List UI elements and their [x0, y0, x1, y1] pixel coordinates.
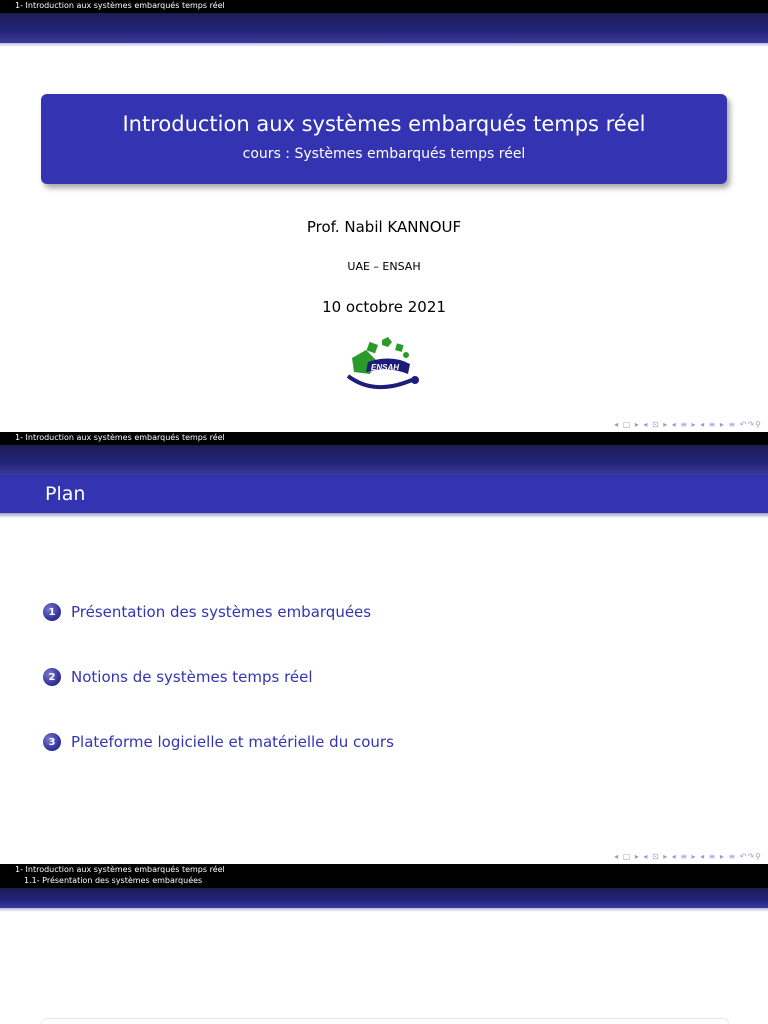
item-label[interactable]: Plateforme logicielle et matérielle du cours	[71, 733, 394, 751]
section-header: 1- Introduction aux systèmes embarqués temps réel	[15, 865, 225, 874]
ensah-logo	[344, 334, 426, 394]
beamer-navigation[interactable]: ◂ ▢ ▸ ◂ ⊡ ▸ ◂ ≡ ▸ ◂ ≡ ▸ ≡ ↶↷⚲	[614, 420, 762, 429]
slide-header	[0, 864, 768, 888]
logo-text: ENSAH	[371, 363, 400, 372]
institute: UAE – ENSAH	[347, 260, 421, 273]
presentation-subtitle: cours : Systèmes embarqués temps réel	[242, 146, 526, 162]
header-band	[0, 13, 768, 43]
plan-slide	[0, 432, 768, 864]
content-block	[41, 1018, 729, 1024]
item-number: 3	[43, 733, 61, 751]
header-shadow	[0, 43, 768, 47]
presentation-title: Introduction aux systèmes embarqués temps réel	[122, 112, 646, 136]
slide-header: 1- Introduction aux systèmes embarqués temps réel	[0, 432, 768, 445]
frame-title: Plan	[0, 475, 768, 513]
section-slide	[0, 864, 768, 1024]
header-shadow	[0, 908, 768, 912]
plan-item-1[interactable]	[43, 602, 371, 622]
slide-header: 1- Introduction aux systèmes embarqués temps réel	[0, 0, 768, 13]
plan-item-2[interactable]	[43, 667, 313, 687]
beamer-navigation[interactable]: ◂ ▢ ▸ ◂ ⊡ ▸ ◂ ≡ ▸ ◂ ≡ ▸ ≡ ↶↷⚲	[614, 852, 762, 861]
header-band	[0, 888, 768, 908]
title-block	[41, 94, 727, 184]
date: 10 octobre 2021	[322, 298, 446, 316]
item-label[interactable]: Présentation des systèmes embarquées	[71, 603, 372, 621]
item-label[interactable]: Notions de systèmes temps réel	[71, 668, 313, 686]
title-slide	[0, 0, 768, 432]
header-band	[0, 445, 768, 475]
author: Prof. Nabil KANNOUF	[306, 218, 462, 236]
subsection-header: 1.1- Présentation des systèmes embarquées	[24, 876, 203, 885]
frame-title-shadow	[0, 513, 768, 518]
item-number: 1	[43, 603, 61, 621]
plan-item-3[interactable]	[43, 732, 394, 752]
item-number: 2	[43, 668, 61, 686]
